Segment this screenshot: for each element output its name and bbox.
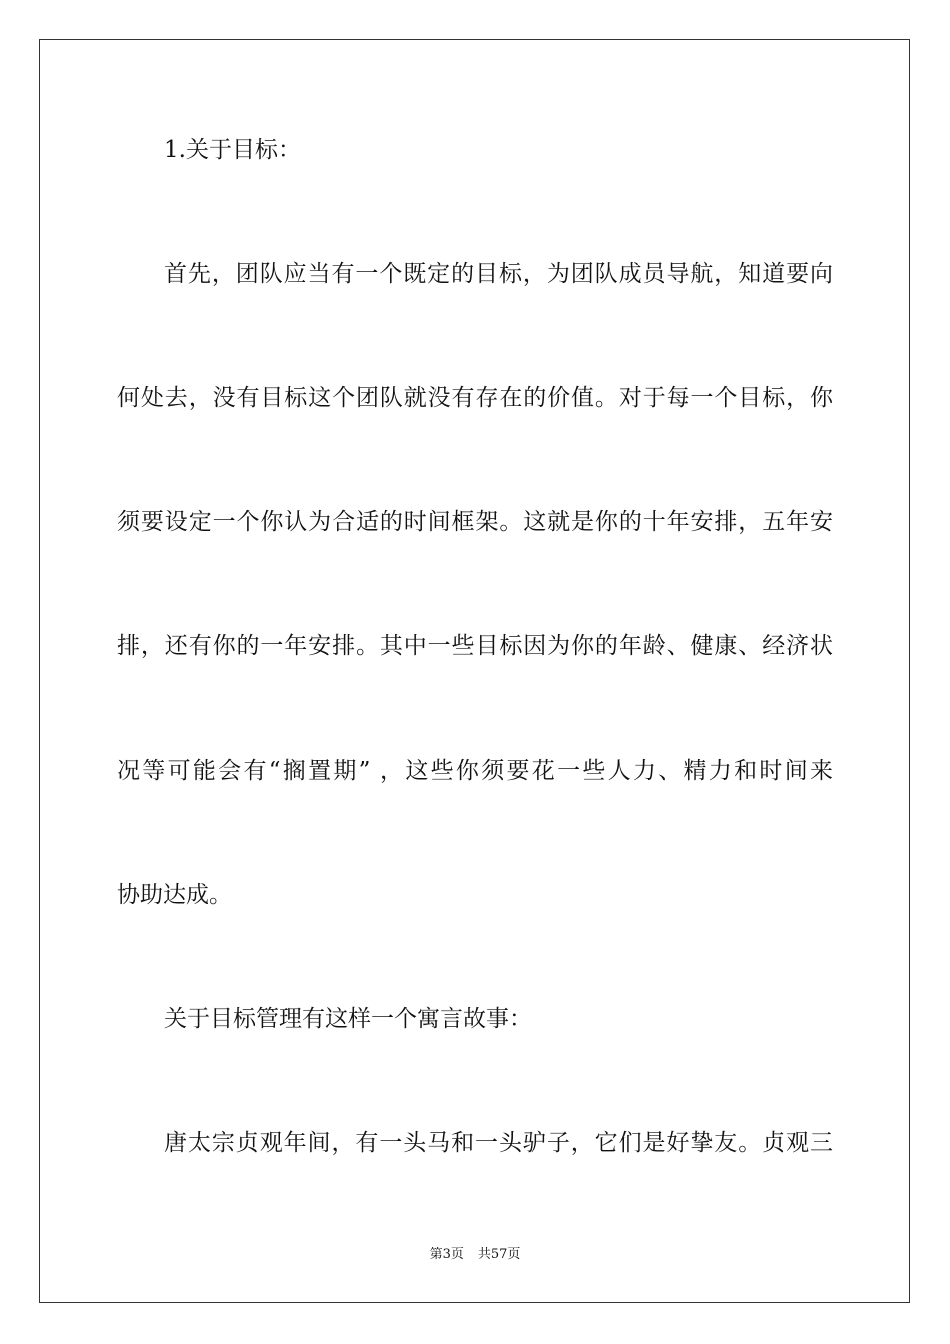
paragraph-line: 何处去，没有目标这个团队就没有存在的价值。对于每一个目标，你 (117, 385, 833, 411)
paragraph-line: 况等可能会有“搁置期” ，这些你须要花一些人力、精力和时间来 (117, 758, 833, 784)
paragraph-line: 唐太宗贞观年间，有一头马和一头驴子，它们是好挚友。贞观三 (164, 1130, 833, 1156)
page-number: 第3页 (429, 1247, 464, 1262)
paragraph-line: 排，还有你的一年安排。其中一些目标因为你的年龄、健康、经济状 (117, 633, 833, 659)
page-footer (0, 1247, 950, 1263)
page-total: 共57页 (477, 1247, 521, 1262)
paragraph-line: 首先，团队应当有一个既定的目标，为团队成员导航，知道要向 (164, 261, 833, 287)
paragraph-line: 协助达成。 (117, 882, 232, 908)
paragraph-line: 关于目标管理有这样一个寓言故事： (164, 1006, 532, 1032)
paragraph-line: 须要设定一个你认为合适的时间框架。这就是你的十年安排，五年安 (117, 509, 833, 535)
page-border (39, 39, 910, 1303)
section-heading: 1.关于目标： (164, 137, 301, 163)
